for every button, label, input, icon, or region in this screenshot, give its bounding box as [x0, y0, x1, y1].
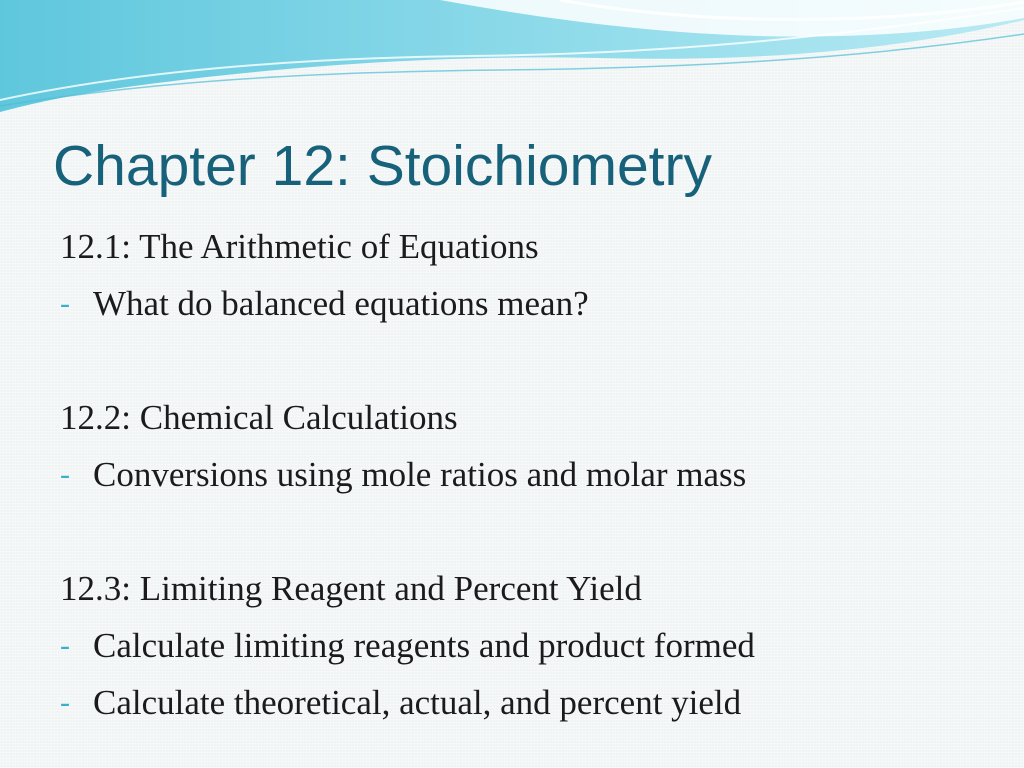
dash-bullet-icon: -	[60, 686, 70, 719]
decorative-wave-banner	[0, 0, 1024, 120]
bullet-text: Calculate theoretical, actual, and percent yield	[93, 683, 742, 722]
slide-content	[60, 218, 1010, 731]
dash-bullet-icon: -	[60, 629, 70, 662]
bullet-item	[60, 617, 1010, 674]
bullet-item	[60, 446, 1010, 503]
dash-bullet-icon: -	[60, 458, 70, 491]
section-heading: 12.3: Limiting Reagent and Percent Yield	[60, 569, 642, 608]
slide-title: Chapter 12: Stoichiometry	[53, 134, 712, 198]
section-heading: 12.2: Chemical Calculations	[60, 398, 458, 437]
bullet-item	[60, 674, 1010, 731]
section-12-3	[60, 560, 1010, 731]
bullet-item	[60, 275, 1010, 332]
bullet-text: What do balanced equations mean?	[93, 284, 589, 323]
bullet-text: Calculate limiting reagents and product formed	[93, 626, 755, 665]
section-12-1	[60, 218, 1010, 332]
section-heading: 12.1: The Arithmetic of Equations	[60, 227, 539, 266]
bullet-text: Conversions using mole ratios and molar mass	[93, 455, 747, 494]
dash-bullet-icon: -	[60, 287, 70, 320]
section-12-2	[60, 389, 1010, 503]
